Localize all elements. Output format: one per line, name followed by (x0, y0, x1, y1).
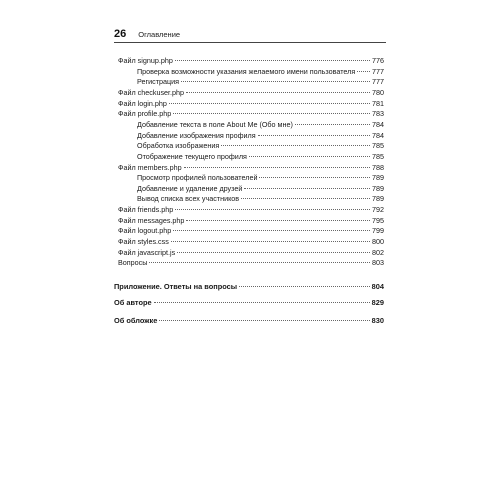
toc-entry-title: Проверка возможности указания желаемого имени пользователя (137, 66, 356, 76)
dot-leader (249, 156, 370, 157)
toc-entry (118, 163, 384, 172)
dot-leader (239, 286, 370, 287)
dot-leader (149, 262, 370, 263)
toc-entry (118, 56, 384, 65)
toc-entry (137, 184, 384, 193)
toc-entry-title: Файл login.php (118, 98, 167, 108)
toc-entry-title: Добавление изображения профиля (137, 130, 256, 140)
toc-entry-title: Вывод списка всех участников (137, 194, 240, 204)
toc-entry-title: Просмотр профилей пользователей (137, 173, 258, 183)
toc-entry-title: Добавление и удаление друзей (137, 183, 243, 193)
toc-section (114, 298, 384, 307)
toc-entry-page: 802 (372, 247, 384, 257)
toc-entry-page: 799 (372, 226, 384, 236)
running-title: Оглавление (138, 30, 181, 39)
toc-entry-page: 785 (372, 141, 384, 151)
toc-entry-title: Файл members.php (118, 162, 182, 172)
toc-section (114, 282, 384, 291)
toc-entry-page: 795 (372, 215, 384, 225)
dot-leader (295, 124, 370, 125)
dot-leader (186, 92, 370, 93)
toc-entry-page: 783 (372, 109, 384, 119)
dot-leader (173, 230, 370, 231)
toc-section-title: Приложение. Ответы на вопросы (114, 282, 238, 291)
toc-entry-page: 785 (372, 151, 384, 161)
toc-entry-title: Обработка изображения (137, 141, 220, 151)
toc-entry-page: 789 (372, 183, 384, 193)
dot-leader (175, 209, 370, 210)
toc-entry (118, 237, 384, 246)
toc-entry (118, 216, 384, 225)
toc-entry-page: 789 (372, 194, 384, 204)
dot-leader (154, 302, 370, 303)
toc-entry-page: 800 (372, 237, 384, 247)
toc-entry-title: Файл signup.php (118, 56, 173, 65)
toc-entry (137, 152, 384, 161)
toc-entry (118, 248, 384, 257)
toc-entry (118, 99, 384, 108)
toc-entry-title: Регистрация (137, 77, 180, 87)
toc-entry-page: 789 (372, 173, 384, 183)
toc-entry-page: 777 (372, 66, 384, 76)
toc-entry (118, 109, 384, 118)
toc-entry-title: Файл messages.php (118, 215, 185, 225)
toc-entry-title: Файл friends.php (118, 205, 174, 215)
toc-entry-title: Файл logout.php (118, 226, 172, 236)
dot-leader (171, 241, 370, 242)
toc-entry-title: Вопросы (118, 258, 148, 268)
dot-leader (186, 220, 370, 221)
dot-leader (244, 188, 370, 189)
toc-entry-page: 777 (372, 77, 384, 87)
toc-entry-page: 784 (372, 119, 384, 129)
toc-section-page: 829 (371, 298, 384, 307)
toc-entry (137, 120, 384, 129)
toc-section-title: Об авторе (114, 298, 152, 307)
toc-entry-title: Файл javascript.js (118, 247, 176, 257)
toc-entry-page: 776 (372, 56, 384, 65)
toc-entry (137, 173, 384, 182)
toc-section (114, 316, 384, 325)
toc-entry-title: Файл styles.css (118, 237, 169, 247)
toc-entry (118, 88, 384, 97)
dot-leader (159, 320, 369, 321)
toc-entry (137, 131, 384, 140)
toc-section-page: 804 (371, 282, 384, 291)
dot-leader (175, 60, 370, 61)
dot-leader (177, 252, 370, 253)
page-number: 26 (114, 28, 127, 40)
dot-leader (169, 103, 370, 104)
toc-entry (118, 205, 384, 214)
toc-entry (137, 194, 384, 203)
toc-entry-page: 780 (372, 87, 384, 97)
toc-entry-title: Добавление текста в поле About Me (Обо мне) (137, 119, 293, 129)
toc-entry (118, 226, 384, 235)
toc-entry (137, 67, 384, 76)
toc-entry-page: 784 (372, 130, 384, 140)
toc-entry (137, 141, 384, 150)
toc-entry-title: Файл profile.php (118, 109, 172, 119)
toc-entry-page: 788 (372, 162, 384, 172)
toc-section-title: Об обложке (114, 316, 158, 325)
toc-entry-page: 781 (372, 98, 384, 108)
toc-entry-title: Файл checkuser.php (118, 87, 185, 97)
toc-entry-page: 792 (372, 205, 384, 215)
dot-leader (258, 135, 370, 136)
dot-leader (357, 71, 370, 72)
toc-entry (118, 258, 384, 267)
dot-leader (184, 167, 370, 168)
dot-leader (241, 198, 370, 199)
dot-leader (259, 177, 370, 178)
dot-leader (173, 113, 370, 114)
toc-entry (137, 77, 384, 86)
toc-entry-page: 803 (372, 258, 384, 268)
toc-section-page: 830 (371, 316, 384, 325)
dot-leader (221, 145, 370, 146)
toc-entry-title: Отображение текущего профиля (137, 151, 247, 161)
dot-leader (181, 81, 370, 82)
